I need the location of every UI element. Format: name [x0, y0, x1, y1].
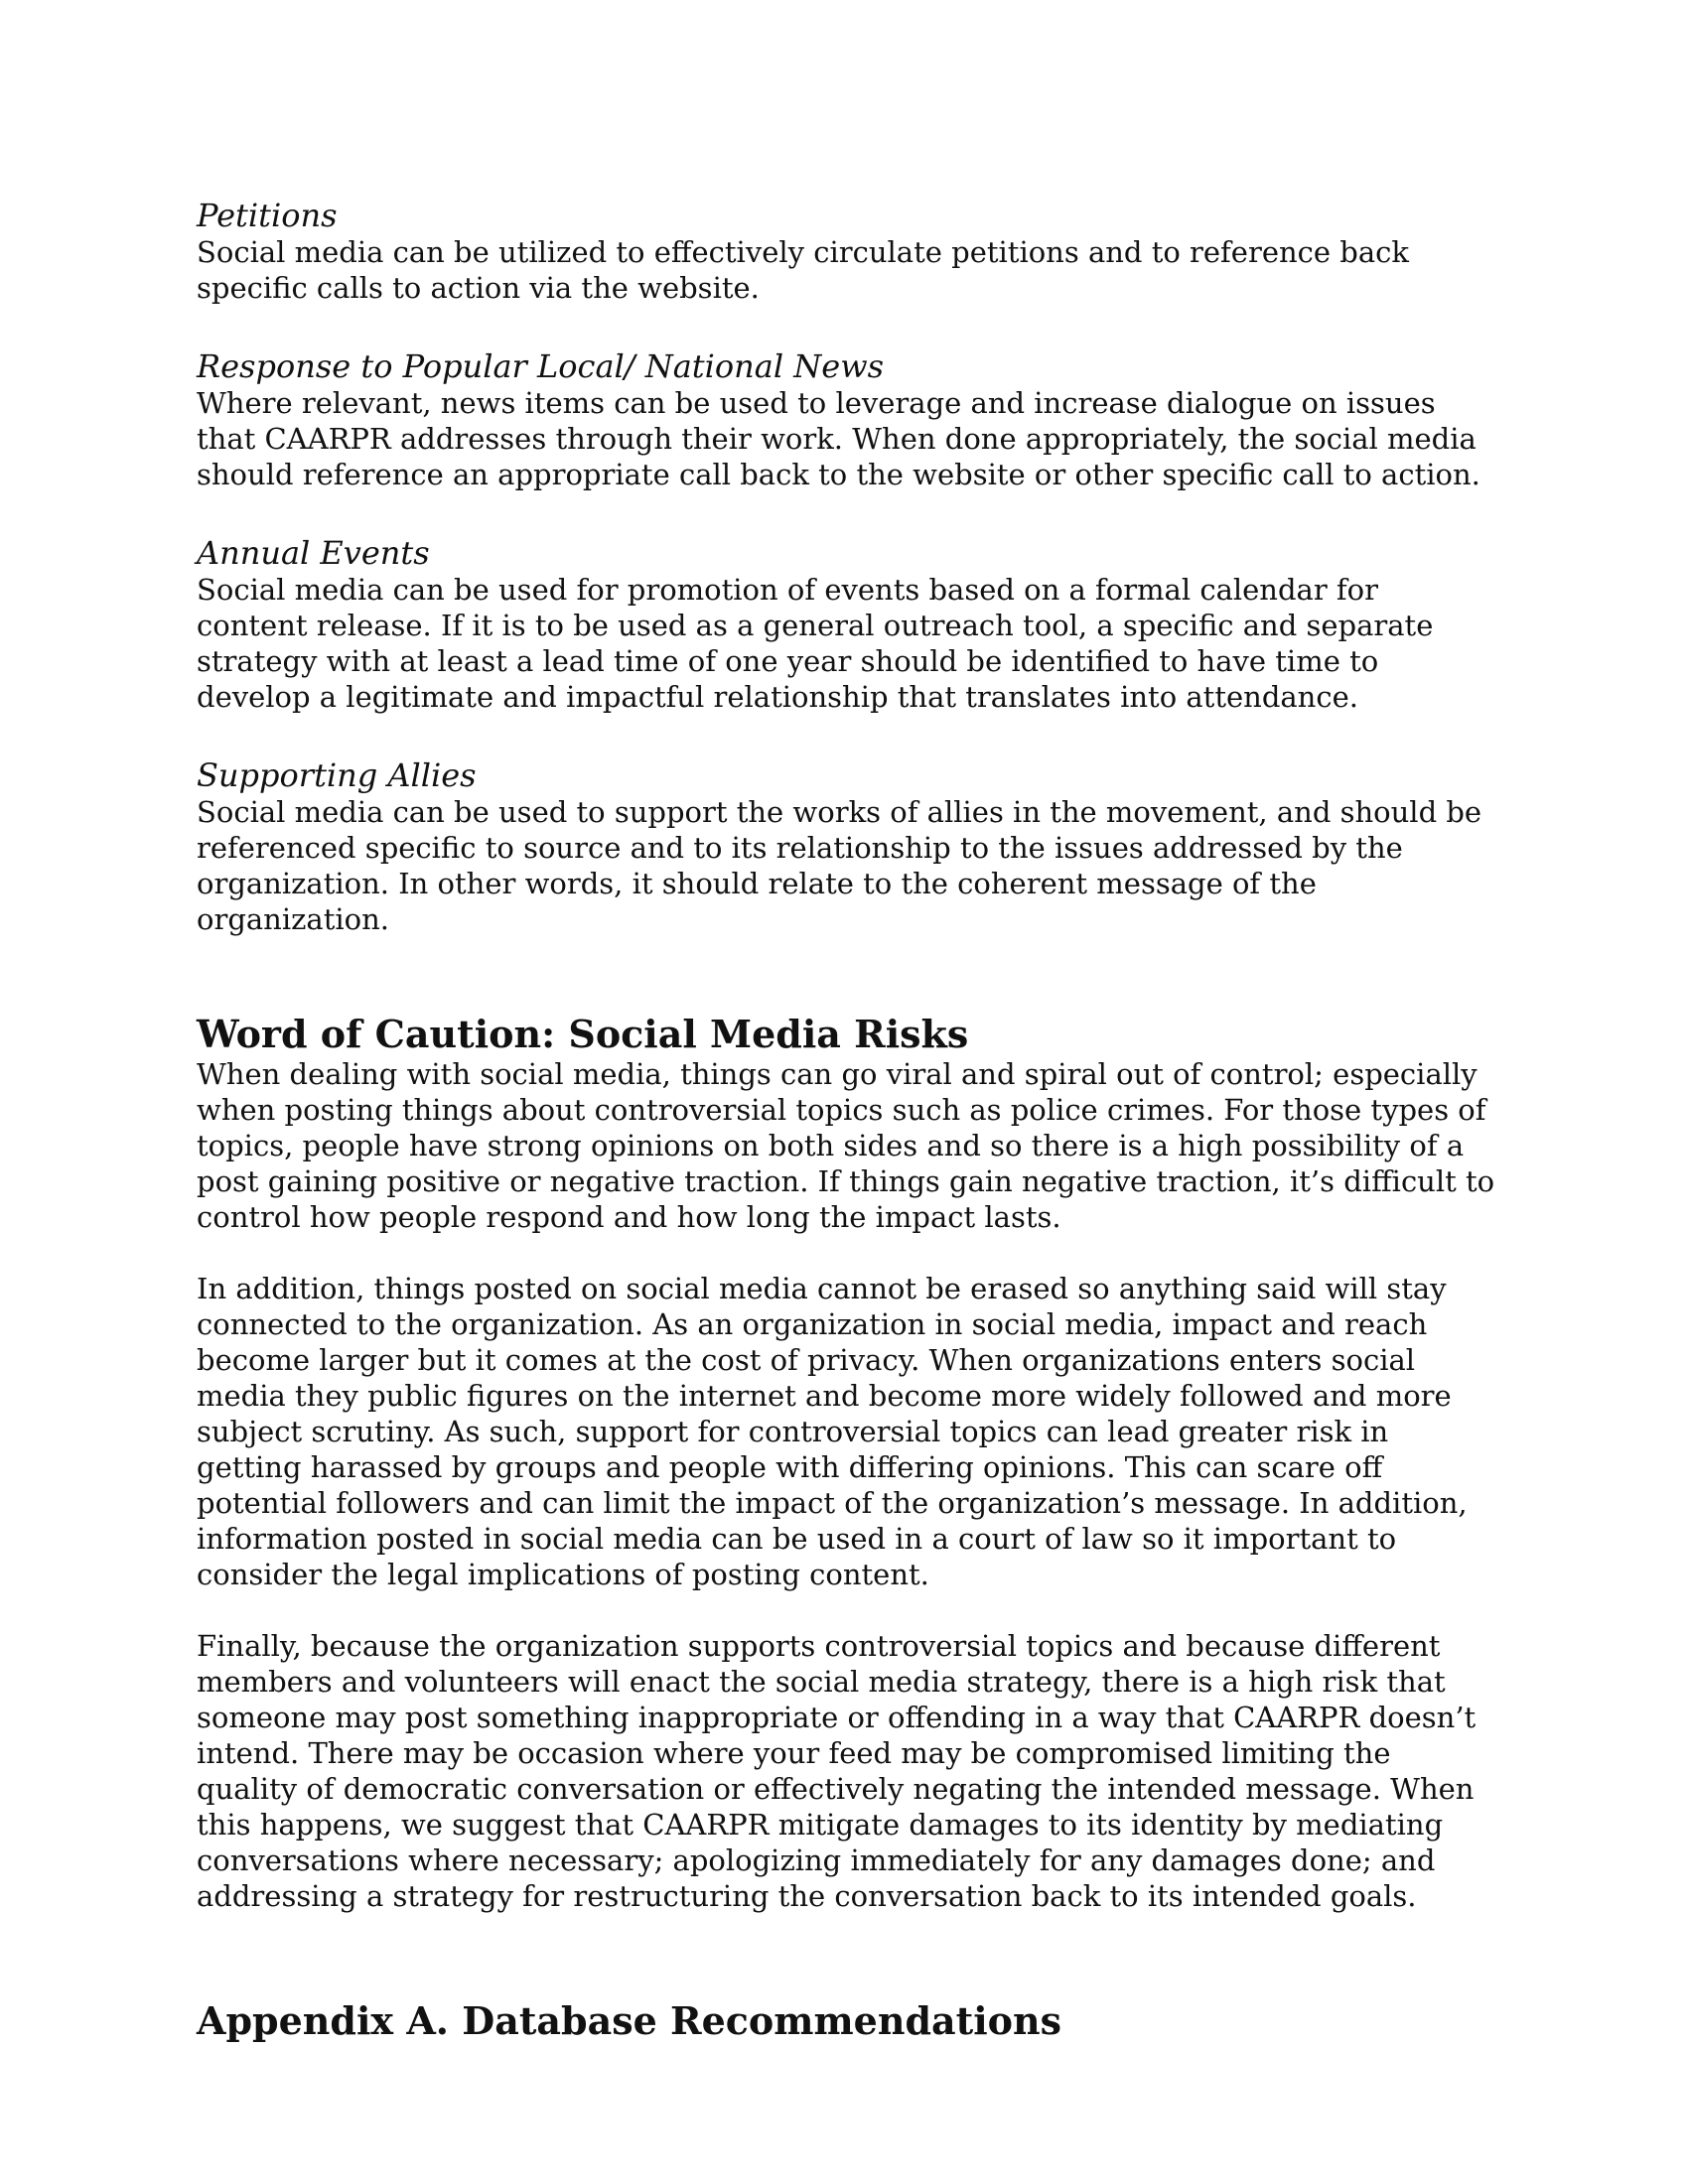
appendix-heading: Appendix A. Database Recommendations [197, 1998, 1062, 2043]
annual-events-section [197, 534, 1497, 715]
appendix-section [197, 1999, 1497, 2043]
subsection-heading: Supporting Allies [197, 756, 477, 794]
subsection-body: Social media can be used to support the works of allies in the movement, and should be referenced specific to source and to its relationship to the issues addressed by the organization. In other words, it should relate to the coherent message of the organization. [197, 795, 1482, 936]
subsection-heading: Response to Popular Local/ National News [197, 347, 884, 385]
document-page [197, 197, 1497, 2043]
social-media-risks-section [197, 1013, 1497, 1914]
petitions-section [197, 197, 1497, 306]
section-heading: Word of Caution: Social Media Risks [197, 1012, 969, 1056]
supporting-allies-section [197, 756, 1497, 937]
news-response-section [197, 347, 1497, 492]
risk-paragraph: When dealing with social media, things can go viral and spiral out of control; especially when posting things about controversial topics such as police crimes. For those types of topics, people have strong opinions on both sides and so there is a high possibility of a post gaining positive or negative traction. If things gain negative traction, it’s difficult to control how people respond and how long the impact lasts. [197, 1057, 1495, 1234]
risk-paragraph: Finally, because the organization supports controversial topics and because different members and volunteers will enact the social media strategy, there is a high risk that someone may post something inappropriate or offending in a way that CAARPR doesn’t intend. There may be occasion where your feed may be compromised limiting the quality of democratic conversation or effectively negating the intended message. When this happens, we suggest that CAARPR mitigate damages to its identity by mediating conversations where necessary; apologizing immediately for any damages done; and addressing a strategy for restructuring the conversation back to its intended goals. [197, 1629, 1477, 1913]
subsection-body: Social media can be used for promotion of events based on a formal calendar for content release. If it is to be used as a general outreach tool, a specific and separate strategy with at least a lead time of one year should be identified to have time to develop a legitimate and impactful relationship that translates into attendance. [197, 573, 1434, 714]
risk-paragraph: In addition, things posted on social media cannot be erased so anything said will stay connected to the organization. As an organization in social media, impact and reach become larger but it comes at the cost of privacy. When organizations enters social media they public figures on the internet and become more widely followed and more subject scrutiny. As such, support for controversial topics can lead greater risk in getting harassed by groups and people with differing opinions. This can scare off potential followers and can limit the impact of the organization’s message. In addition, information posted in social media can be used in a court of law so it important to consider the legal implications of posting content. [197, 1272, 1468, 1591]
subsection-body: Where relevant, news items can be used to leverage and increase dialogue on issues that CAARPR addresses through their work. When done appropriately, the social media should reference an appropriate call back to the website or other specific call to action. [197, 386, 1480, 491]
subsection-heading: Petitions [197, 197, 338, 234]
subsection-body: Social media can be utilized to effectively circulate petitions and to reference back specific calls to action via the website. [197, 235, 1409, 305]
subsection-heading: Annual Events [197, 534, 430, 572]
